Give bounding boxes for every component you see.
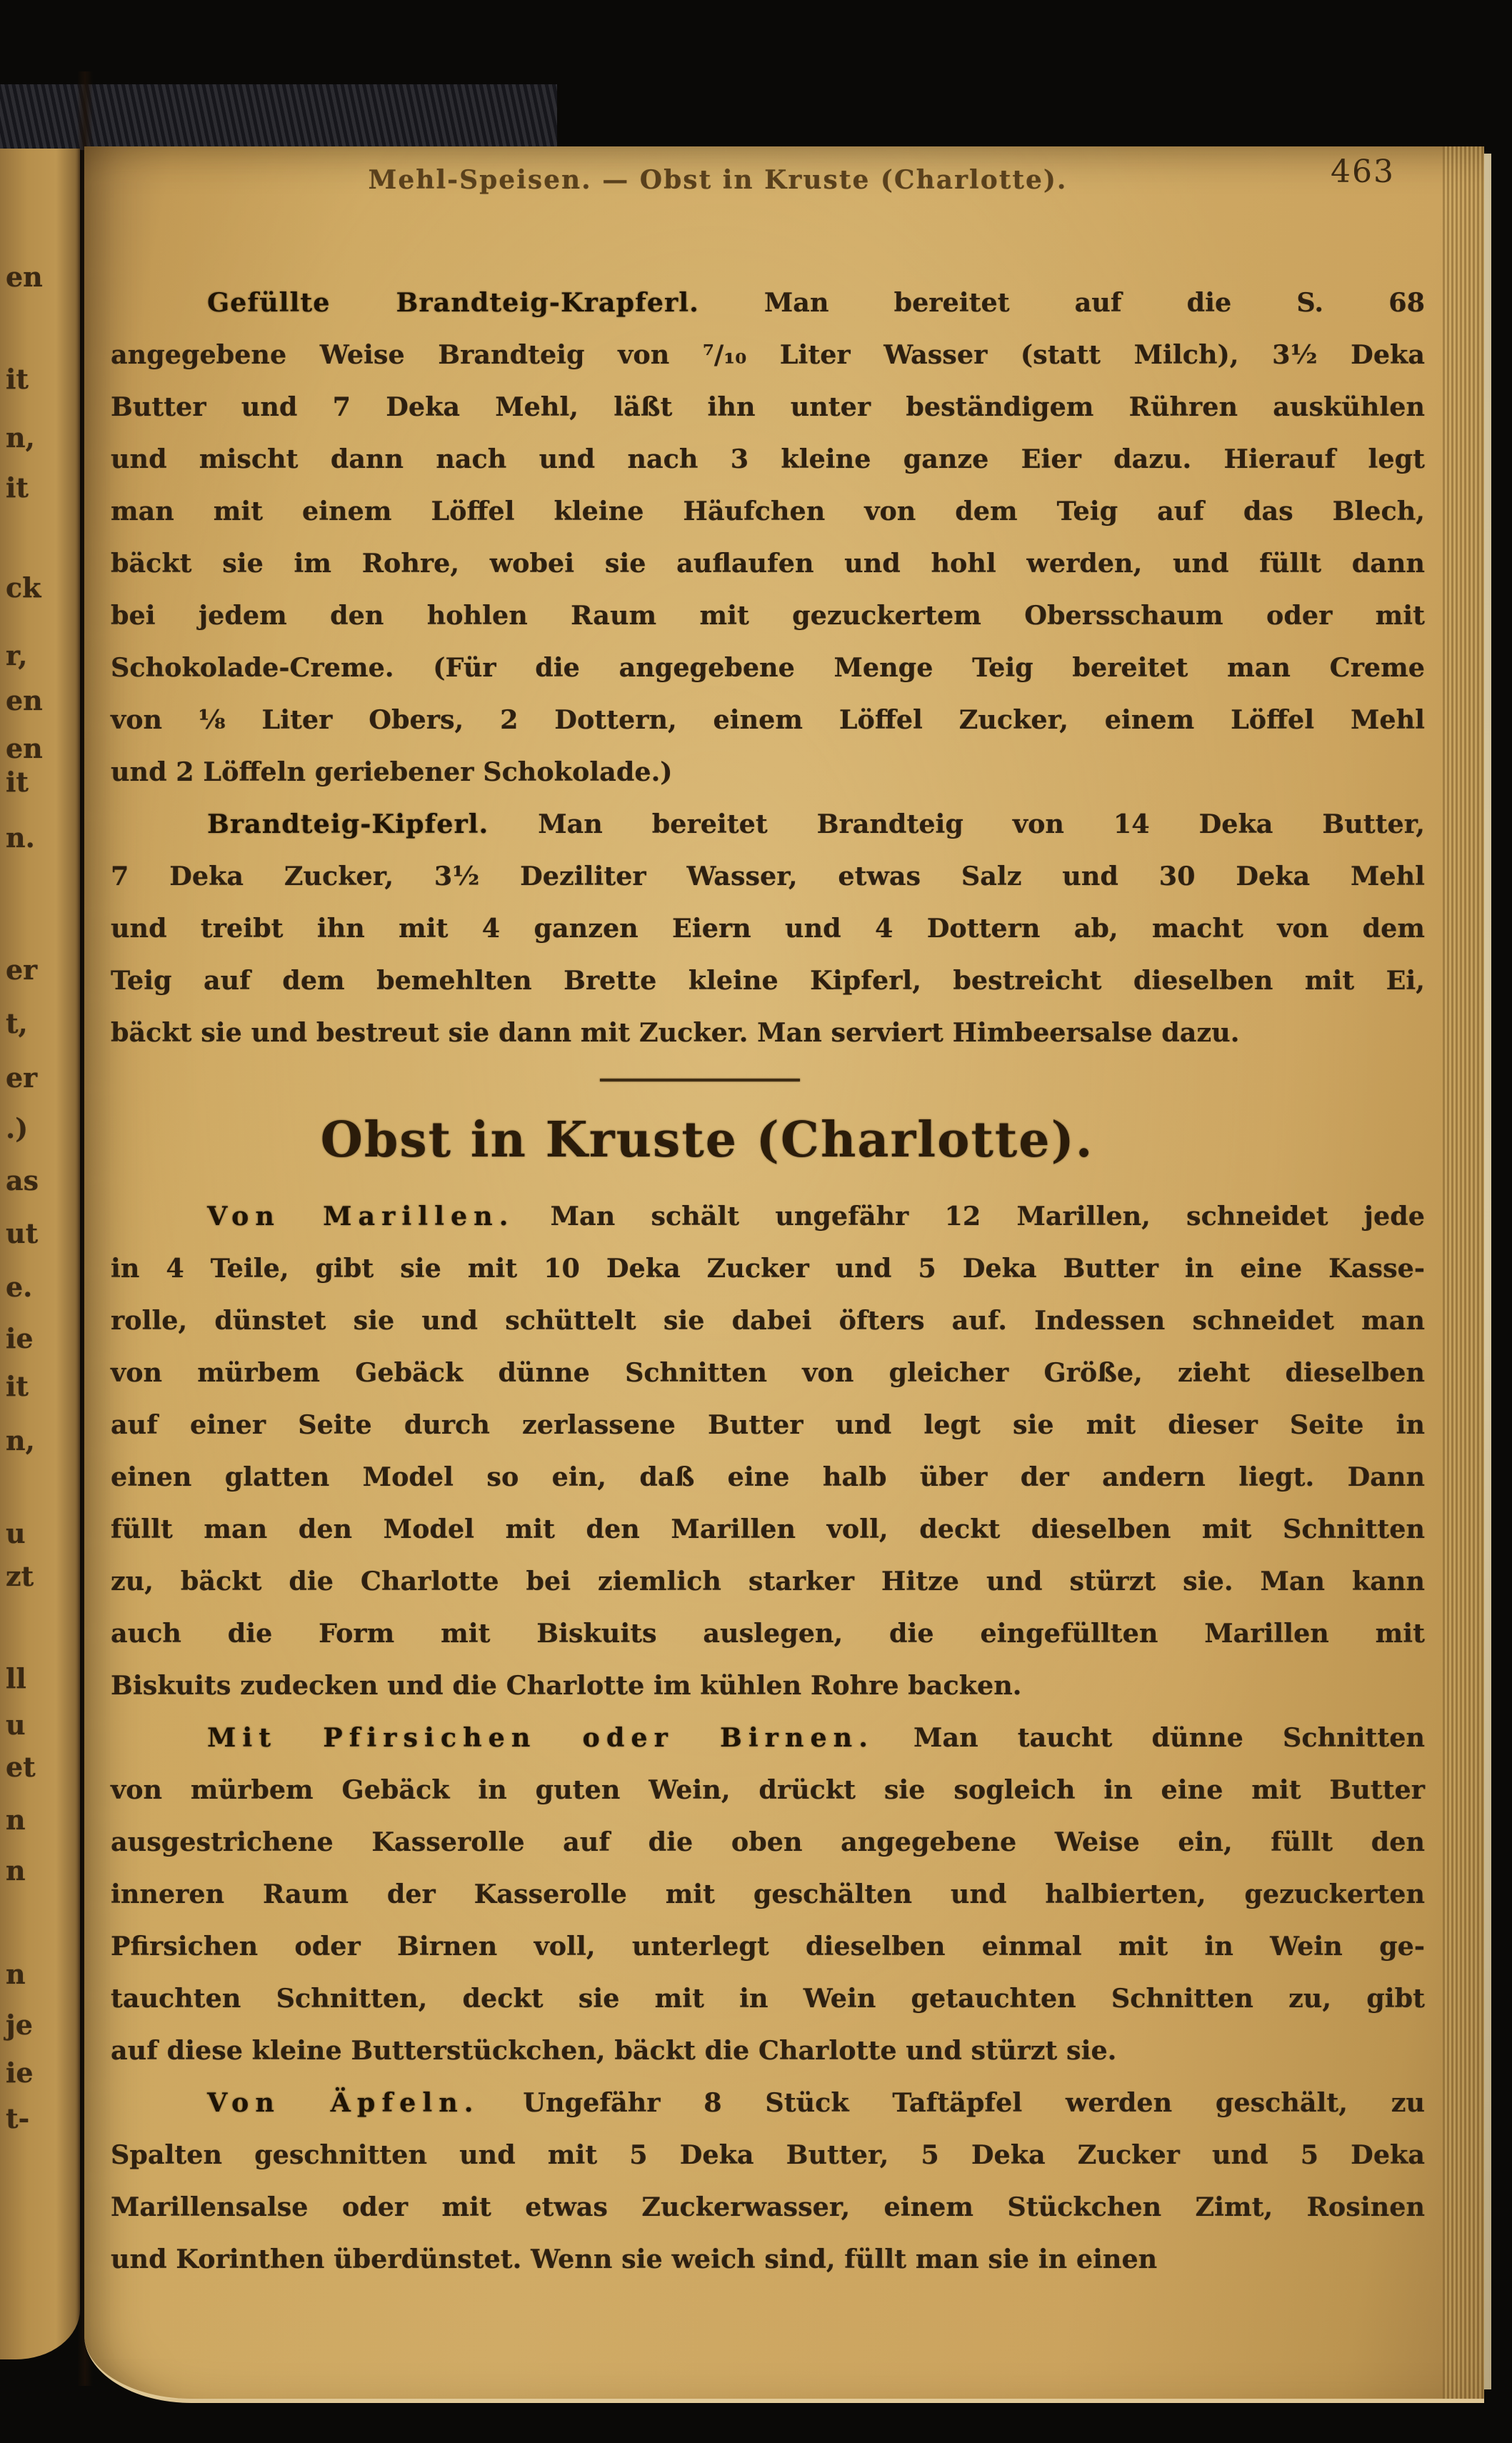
margin-text-fragment: et bbox=[6, 1751, 36, 1783]
page-edge-highlight bbox=[1484, 154, 1491, 2389]
margin-text-fragment: as bbox=[6, 1164, 39, 1196]
text-line: füllt man den Model mit den Marillen voll, deckt dieselben mit Schnitten bbox=[111, 1514, 1425, 1544]
text-line: Mit Pfirsichen oder Birnen. Man taucht dünne Schnitten bbox=[207, 1722, 1425, 1753]
margin-text-fragment: n. bbox=[6, 821, 35, 854]
margin-text-fragment: ll bbox=[6, 1662, 26, 1694]
text-line: von mürbem Gebäck dünne Schnitten von gleicher Größe, zieht dieselben bbox=[111, 1357, 1425, 1388]
text-line: Biskuits zudecken und die Charlotte im kühlen Rohre backen. bbox=[111, 1670, 1022, 1701]
margin-text-fragment: en bbox=[6, 732, 43, 764]
text-line: 7 Deka Zucker, 3½ Deziliter Wasser, etwas Salz und 30 Deka Mehl bbox=[111, 861, 1425, 891]
text-line: Marillensalse oder mit etwas Zuckerwasser, einem Stückchen Zimt, Rosinen bbox=[111, 2192, 1425, 2222]
text-line: Teig auf dem bemehlten Brette kleine Kipferl, bestreicht dieselben mit Ei, bbox=[111, 965, 1425, 996]
text-line: auch die Form mit Biskuits auslegen, die eingefüllten Marillen mit bbox=[111, 1618, 1425, 1649]
margin-text-fragment: er bbox=[6, 954, 38, 986]
text-line: inneren Raum der Kasserolle mit geschälten und halbierten, gezuckerten bbox=[111, 1879, 1425, 1909]
margin-text-fragment: t, bbox=[6, 1007, 28, 1039]
text-body bbox=[111, 276, 1425, 2285]
text-line: rolle, dünstet sie und schüttelt sie dabei öfters auf. Indessen schneidet man bbox=[111, 1305, 1425, 1336]
facing-page-edge bbox=[0, 149, 80, 2359]
margin-text-fragment: je bbox=[6, 2009, 33, 2041]
margin-text-fragment: n bbox=[6, 1804, 26, 1836]
margin-text-fragment: it bbox=[6, 471, 29, 504]
text-line: und 2 Löffeln geriebener Schokolade.) bbox=[111, 756, 673, 787]
margin-text-fragment: n bbox=[6, 1958, 26, 1990]
recipe-paragraph bbox=[111, 1190, 1425, 1712]
margin-text-fragment: n, bbox=[6, 421, 35, 454]
text-line: einen glatten Model so ein, daß eine halb über der andern liegt. Dann bbox=[111, 1462, 1425, 1492]
text-line: angegebene Weise Brandteig von ⁷/₁₀ Liter Wasser (statt Milch), 3½ Deka bbox=[111, 339, 1425, 370]
recipe-paragraph bbox=[111, 276, 1425, 798]
text-line: auf diese kleine Butterstückchen, bäckt die Charlotte und stürzt sie. bbox=[111, 2035, 1117, 2066]
recipe-title: Brandteig-Kipferl. bbox=[207, 809, 489, 839]
text-line: und Korinthen überdünstet. Wenn sie weich sind, füllt man sie in einen bbox=[111, 2244, 1158, 2274]
recipe-title: Mit Pfirsichen oder Birnen. bbox=[207, 1722, 874, 1753]
flour-dishes-section bbox=[111, 276, 1425, 1059]
page-header bbox=[111, 154, 1425, 208]
fore-edge-band bbox=[1443, 146, 1484, 2399]
text-line: Von Äpfeln. Ungefähr 8 Stück Taftäpfel werden geschält, zu bbox=[207, 2087, 1426, 2118]
recipe-title: Von Marillen. bbox=[207, 1201, 515, 1232]
recipe-paragraph bbox=[111, 1712, 1425, 2077]
margin-text-fragment: r, bbox=[6, 639, 28, 671]
text-line: Schokolade-Creme. (Für die angegebene Menge Teig bereitet man Creme bbox=[111, 652, 1425, 683]
margin-text-fragment: ie bbox=[6, 1322, 34, 1354]
recipe-paragraph bbox=[111, 2077, 1425, 2285]
text-line: Gefüllte Brandteig-Krapferl. Man bereitet auf die S. 68 bbox=[207, 287, 1425, 318]
printed-content bbox=[111, 146, 1425, 2285]
margin-text-fragment: it bbox=[6, 1370, 29, 1402]
fruit-charlotte-section bbox=[111, 1190, 1425, 2285]
text-line: und treibt ihn mit 4 ganzen Eiern und 4 Dottern ab, macht von dem bbox=[111, 913, 1425, 944]
margin-text-fragment: er bbox=[6, 1061, 38, 1094]
text-line: von mürbem Gebäck in guten Wein, drückt sie sogleich in eine mit Butter bbox=[111, 1774, 1425, 1805]
book-page bbox=[84, 146, 1484, 2403]
text-line: zu, bäckt die Charlotte bei ziemlich starker Hitze und stürzt sie. Man kann bbox=[111, 1566, 1425, 1597]
text-line: Pfirsichen oder Birnen voll, unterlegt dieselben einmal mit in Wein ge- bbox=[111, 1931, 1425, 1962]
text-line: und mischt dann nach und nach 3 kleine ganze Eier dazu. Hierauf legt bbox=[111, 444, 1425, 474]
margin-text-fragment: u bbox=[6, 1709, 26, 1741]
page-number: 463 bbox=[1331, 154, 1395, 190]
text-line: in 4 Teile, gibt sie mit 10 Deka Zucker und 5 Deka Butter in eine Kasse- bbox=[111, 1253, 1425, 1284]
text-line: Butter und 7 Deka Mehl, läßt ihn unter beständigem Rühren auskühlen bbox=[111, 391, 1425, 422]
text-line: bei jedem den hohlen Raum mit gezuckertem Obersschaum oder mit bbox=[111, 600, 1425, 631]
margin-text-fragment: it bbox=[6, 363, 29, 395]
recipe-title: Gefüllte Brandteig-Krapferl. bbox=[207, 287, 699, 318]
text-line: Spalten geschnitten und mit 5 Deka Butter, 5 Deka Zucker und 5 Deka bbox=[111, 2139, 1425, 2170]
text-line: man mit einem Löffel kleine Häufchen von dem Teig auf das Blech, bbox=[111, 496, 1425, 526]
margin-text-fragment: it bbox=[6, 766, 29, 798]
margin-text-fragment: n, bbox=[6, 1424, 35, 1457]
margin-text-fragment: t- bbox=[6, 2102, 30, 2134]
text-line: ausgestrichene Kasserolle auf die oben angegebene Weise ein, füllt den bbox=[111, 1827, 1425, 1857]
margin-text-fragment: zt bbox=[6, 1560, 34, 1592]
text-line: bäckt sie im Rohre, wobei sie auflaufen und hohl werden, und füllt dann bbox=[111, 548, 1425, 579]
running-header: Mehl-Speisen. — Obst in Kruste (Charlotte). bbox=[368, 165, 1068, 195]
margin-text-fragment: en bbox=[6, 261, 43, 293]
text-line: Von Marillen. Man schält ungefähr 12 Marillen, schneidet jede bbox=[207, 1201, 1425, 1232]
margin-text-fragment: .) bbox=[6, 1112, 29, 1144]
text-line: Brandteig-Kipferl. Man bereitet Brandteig von 14 Deka Butter, bbox=[207, 809, 1425, 839]
margin-text-fragment: u bbox=[6, 1517, 26, 1549]
margin-text-fragment: n bbox=[6, 1854, 26, 1887]
text-line: auf einer Seite durch zerlassene Butter und legt sie mit dieser Seite in bbox=[111, 1409, 1425, 1440]
text-line: bäckt sie und bestreut sie dann mit Zucker. Man serviert Himbeersalse dazu. bbox=[111, 1017, 1240, 1048]
margin-text-fragment: ut bbox=[6, 1217, 39, 1249]
recipe-paragraph bbox=[111, 798, 1425, 1059]
margin-text-fragment: e. bbox=[6, 1271, 33, 1303]
margin-text-fragment: ck bbox=[6, 571, 41, 604]
text-line: von ⅛ Liter Obers, 2 Dottern, einem Löffel Zucker, einem Löffel Mehl bbox=[111, 704, 1425, 735]
text-line: tauchten Schnitten, deckt sie mit in Wein getauchten Schnitten zu, gibt bbox=[111, 1983, 1425, 2014]
section-heading: Obst in Kruste (Charlotte). bbox=[320, 1111, 1094, 1169]
recipe-title: Von Äpfeln. bbox=[207, 2087, 480, 2118]
margin-text-fragment: ie bbox=[6, 2057, 34, 2089]
margin-text-fragment: en bbox=[6, 684, 43, 716]
section-divider-rule bbox=[600, 1079, 800, 1081]
